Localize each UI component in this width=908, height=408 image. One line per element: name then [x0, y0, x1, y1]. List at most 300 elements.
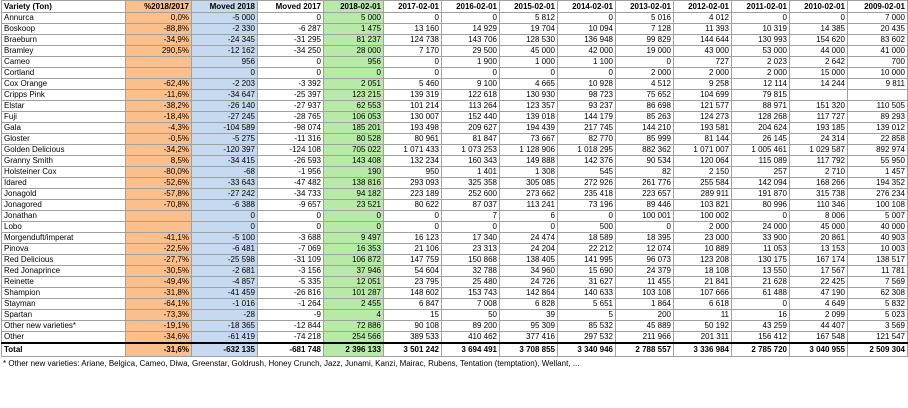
value-cell: 252 600 [442, 189, 500, 200]
value-cell: -7 069 [258, 244, 324, 255]
value-cell: 104 699 [674, 90, 732, 101]
value-cell [790, 90, 848, 101]
value-cell: 223 657 [616, 189, 674, 200]
table-row [2, 310, 908, 321]
value-cell: 82 [616, 167, 674, 178]
value-cell: 87 037 [442, 200, 500, 211]
variety-cell: Total [2, 343, 126, 357]
value-cell [126, 211, 192, 222]
column-header: 2012-02-01 [674, 1, 732, 13]
value-cell: -88,8% [126, 24, 192, 35]
value-cell: 0 [790, 13, 848, 24]
value-cell: 110 346 [790, 200, 848, 211]
value-cell: 113 264 [442, 101, 500, 112]
value-cell: 121 577 [674, 101, 732, 112]
value-cell: 0 [442, 222, 500, 233]
value-cell: 5 812 [500, 13, 558, 24]
value-cell: -681 748 [258, 343, 324, 357]
value-cell: 168 266 [790, 178, 848, 189]
table-header-row [2, 1, 908, 13]
value-cell: -57,8% [126, 189, 192, 200]
value-cell: 23 313 [442, 244, 500, 255]
value-cell: 93 237 [558, 101, 616, 112]
value-cell: 211 966 [616, 332, 674, 344]
value-cell: -4,3% [126, 123, 192, 134]
value-cell: 85 532 [558, 321, 616, 332]
variety-cell: Bramley [2, 46, 126, 57]
value-cell: 50 [442, 310, 500, 321]
value-cell: -120 397 [192, 145, 258, 156]
variety-cell: Jonathan [2, 211, 126, 222]
variety-cell: Cripps Pink [2, 90, 126, 101]
value-cell: -31,8% [126, 288, 192, 299]
value-cell: -25 598 [192, 255, 258, 266]
value-cell: 1 100 [558, 57, 616, 68]
value-cell: 0 [192, 222, 258, 233]
value-cell: 0 [324, 222, 384, 233]
value-cell: 140 633 [558, 288, 616, 299]
value-cell: 10 003 [848, 244, 908, 255]
value-cell: 2 000 [674, 68, 732, 79]
value-cell: 1 073 253 [442, 145, 500, 156]
value-cell: 1 018 295 [558, 145, 616, 156]
value-cell: 85 999 [616, 134, 674, 145]
value-cell: 882 362 [616, 145, 674, 156]
value-cell: 160 343 [442, 156, 500, 167]
value-cell: 16 123 [384, 233, 442, 244]
value-cell: -19,1% [126, 321, 192, 332]
value-cell: 22 858 [848, 134, 908, 145]
value-cell: 0 [258, 57, 324, 68]
table-row [2, 233, 908, 244]
value-cell: 139 018 [500, 112, 558, 123]
value-cell: 185 201 [324, 123, 384, 134]
value-cell: 389 533 [384, 332, 442, 344]
variety-cell: Fuji [2, 112, 126, 123]
value-cell: 7 569 [848, 277, 908, 288]
value-cell: 154 620 [790, 35, 848, 46]
value-cell: 130 993 [732, 35, 790, 46]
value-cell: 152 440 [442, 112, 500, 123]
value-cell: -31 109 [258, 255, 324, 266]
value-cell: 31 627 [558, 277, 616, 288]
value-cell: 12 074 [616, 244, 674, 255]
value-cell: 223 189 [384, 189, 442, 200]
value-cell: -98 074 [258, 123, 324, 134]
value-cell: 39 [500, 310, 558, 321]
value-cell: 16 [732, 310, 790, 321]
value-cell: -9 [258, 310, 324, 321]
value-cell: -6 287 [258, 24, 324, 35]
value-cell: -34 415 [192, 156, 258, 167]
value-cell: 17 340 [442, 233, 500, 244]
value-cell: 19 000 [616, 46, 674, 57]
value-cell: 139 012 [848, 123, 908, 134]
value-cell: -34,9% [126, 35, 192, 46]
value-cell: 0 [324, 68, 384, 79]
value-cell: -30,5% [126, 266, 192, 277]
value-cell: 290,5% [126, 46, 192, 57]
value-cell: 85 263 [616, 112, 674, 123]
value-cell: -74 218 [258, 332, 324, 344]
value-cell: 80 528 [324, 134, 384, 145]
value-cell: 90 108 [384, 321, 442, 332]
value-cell: -62,4% [126, 79, 192, 90]
value-cell: -31,6% [126, 343, 192, 357]
value-cell: 22 425 [790, 277, 848, 288]
value-cell: 26 145 [732, 134, 790, 145]
value-cell: 23 521 [324, 200, 384, 211]
table-row [2, 35, 908, 46]
value-cell: -80,0% [126, 167, 192, 178]
value-cell: 0 [500, 222, 558, 233]
table-row [2, 332, 908, 344]
value-cell: 6 [500, 211, 558, 222]
value-cell: 315 738 [790, 189, 848, 200]
value-cell: -1 016 [192, 299, 258, 310]
value-cell: 120 064 [674, 156, 732, 167]
value-cell: 81 847 [442, 134, 500, 145]
value-cell: 297 532 [558, 332, 616, 344]
value-cell: 1 401 [442, 167, 500, 178]
value-cell: 1 900 [442, 57, 500, 68]
value-cell: -3 688 [258, 233, 324, 244]
value-cell: 79 815 [732, 90, 790, 101]
value-cell: 136 948 [558, 35, 616, 46]
variety-cell: Holsteiner Cox [2, 167, 126, 178]
value-cell: 700 [848, 57, 908, 68]
value-cell: 0 [258, 211, 324, 222]
variety-cell: Jonagored [2, 200, 126, 211]
value-cell: 4 665 [500, 79, 558, 90]
value-cell: 142 094 [732, 178, 790, 189]
value-cell: 100 108 [848, 200, 908, 211]
value-cell: 3 694 491 [442, 343, 500, 357]
value-cell: 142 864 [500, 288, 558, 299]
value-cell: 89 446 [616, 200, 674, 211]
value-cell: 273 662 [500, 189, 558, 200]
variety-cell: Golden Delicious [2, 145, 126, 156]
value-cell: 5 832 [848, 299, 908, 310]
value-cell: 15 000 [790, 68, 848, 79]
value-cell: -124 108 [258, 145, 324, 156]
value-cell: 14 385 [790, 24, 848, 35]
value-cell: 143 706 [442, 35, 500, 46]
value-cell: 88 971 [732, 101, 790, 112]
value-cell: 0 [442, 68, 500, 79]
value-cell: 13 550 [732, 266, 790, 277]
value-cell: -3 156 [258, 266, 324, 277]
value-cell: 2 150 [674, 167, 732, 178]
value-cell: 500 [558, 222, 616, 233]
value-cell: -6 388 [192, 200, 258, 211]
value-cell: 128 530 [500, 35, 558, 46]
value-cell: -25 397 [258, 90, 324, 101]
value-cell: 0 [384, 57, 442, 68]
value-cell: 100 001 [616, 211, 674, 222]
value-cell: 101 214 [384, 101, 442, 112]
value-cell: -11,6% [126, 90, 192, 101]
value-cell: -104 589 [192, 123, 258, 134]
value-cell: 5 023 [848, 310, 908, 321]
value-cell: 1 071 433 [384, 145, 442, 156]
column-header: 2018-02-01 [324, 1, 384, 13]
table-row [2, 277, 908, 288]
value-cell: 151 320 [790, 101, 848, 112]
column-header: Variety (Ton) [2, 1, 126, 13]
value-cell: 276 234 [848, 189, 908, 200]
value-cell: 9 811 [848, 79, 908, 90]
value-cell: 1 864 [616, 299, 674, 310]
value-cell: 106 872 [324, 255, 384, 266]
value-cell: 0 [442, 13, 500, 24]
value-cell: 13 160 [384, 24, 442, 35]
value-cell: -18 365 [192, 321, 258, 332]
value-cell: 8,5% [126, 156, 192, 167]
value-cell: 86 698 [616, 101, 674, 112]
value-cell: 34 960 [500, 266, 558, 277]
value-cell: -0,5% [126, 134, 192, 145]
value-cell: 107 666 [674, 288, 732, 299]
value-cell: -6 481 [192, 244, 258, 255]
value-cell: 4 [324, 310, 384, 321]
value-cell: 4 012 [674, 13, 732, 24]
variety-cell: Idared [2, 178, 126, 189]
table-row [2, 145, 908, 156]
value-cell: 0 [324, 211, 384, 222]
value-cell: 3 040 955 [790, 343, 848, 357]
table-row [2, 112, 908, 123]
value-cell: 123 208 [674, 255, 732, 266]
variety-cell: Other new varieties* [2, 321, 126, 332]
value-cell: 13 153 [790, 244, 848, 255]
footnote: * Other new varieties: Ariane, Belgica, Cameo, Diwa, Greenstar, Goldrush, Honey Crunch, Jazz, Junami, Kanzi, Mairac, Rubens, Tentation (temptation), Wellant, ... [3, 359, 580, 368]
column-header: 2013-02-01 [616, 1, 674, 13]
value-cell: 144 179 [558, 112, 616, 123]
value-cell: 1 475 [324, 24, 384, 35]
variety-cell: Other [2, 332, 126, 344]
value-cell: -2 681 [192, 266, 258, 277]
value-cell: 193 498 [384, 123, 442, 134]
value-cell: 24 204 [500, 244, 558, 255]
table-row [2, 156, 908, 167]
value-cell: 305 085 [500, 178, 558, 189]
value-cell: 1 308 [500, 167, 558, 178]
variety-cell: Cox Orange [2, 79, 126, 90]
value-cell: -34 647 [192, 90, 258, 101]
value-cell: 22 212 [558, 244, 616, 255]
value-cell: 194 439 [500, 123, 558, 134]
value-cell: -28 [192, 310, 258, 321]
table-row [2, 321, 908, 332]
value-cell: 727 [674, 57, 732, 68]
value-cell: 545 [558, 167, 616, 178]
value-cell: -47 482 [258, 178, 324, 189]
value-cell: 81 237 [324, 35, 384, 46]
value-cell: 2 785 720 [732, 343, 790, 357]
value-cell: 148 602 [384, 288, 442, 299]
variety-cell: Boskoop [2, 24, 126, 35]
value-cell: 3 501 242 [384, 343, 442, 357]
value-cell: 28 000 [324, 46, 384, 57]
value-cell: 5 651 [558, 299, 616, 310]
column-header: 2015-02-01 [500, 1, 558, 13]
value-cell: 81 144 [674, 134, 732, 145]
value-cell: 190 [324, 167, 384, 178]
value-cell: 23 795 [384, 277, 442, 288]
value-cell: 6 618 [674, 299, 732, 310]
value-cell: 1 005 461 [732, 145, 790, 156]
value-cell: 61 488 [732, 288, 790, 299]
value-cell: 2 023 [732, 57, 790, 68]
variety-cell: Reinette [2, 277, 126, 288]
value-cell: 100 002 [674, 211, 732, 222]
apple-stock-table [1, 0, 908, 357]
value-cell: 204 624 [732, 123, 790, 134]
value-cell: 80 622 [384, 200, 442, 211]
column-header: 2016-02-01 [442, 1, 500, 13]
column-header: Moved 2017 [258, 1, 324, 13]
value-cell: 11 053 [732, 244, 790, 255]
value-cell: 73 196 [558, 200, 616, 211]
value-cell: 122 618 [442, 90, 500, 101]
value-cell: 194 352 [848, 178, 908, 189]
value-cell: -68 [192, 167, 258, 178]
value-cell: -2 330 [192, 24, 258, 35]
value-cell: 15 [384, 310, 442, 321]
value-cell: 11 455 [616, 277, 674, 288]
value-cell: 24 000 [732, 222, 790, 233]
value-cell: 143 408 [324, 156, 384, 167]
value-cell: 44 000 [790, 46, 848, 57]
value-cell: 24 314 [790, 134, 848, 145]
value-cell: 144 644 [674, 35, 732, 46]
value-cell: -34 250 [258, 46, 324, 57]
value-cell: 0 [258, 222, 324, 233]
value-cell: 16 353 [324, 244, 384, 255]
value-cell: 73 667 [500, 134, 558, 145]
value-cell: -38,2% [126, 101, 192, 112]
value-cell: 2 000 [732, 68, 790, 79]
value-cell: -64,1% [126, 299, 192, 310]
value-cell: 4 649 [790, 299, 848, 310]
column-header: %2018/2017 [126, 1, 192, 13]
value-cell: -3 392 [258, 79, 324, 90]
value-cell: 167 174 [790, 255, 848, 266]
value-cell: -5 000 [192, 13, 258, 24]
value-cell: 103 108 [616, 288, 674, 299]
value-cell: 0 [384, 13, 442, 24]
table-row [2, 189, 908, 200]
table-row [2, 134, 908, 145]
value-cell: 95 309 [500, 321, 558, 332]
value-cell: 23 000 [674, 233, 732, 244]
value-cell: -22,5% [126, 244, 192, 255]
value-cell: 2 509 304 [848, 343, 908, 357]
value-cell: 99 829 [616, 35, 674, 46]
variety-cell: Morgenduft/imperat [2, 233, 126, 244]
value-cell: 123 357 [500, 101, 558, 112]
value-cell: -4 857 [192, 277, 258, 288]
value-cell: 0 [558, 211, 616, 222]
value-cell: 12 051 [324, 277, 384, 288]
variety-cell: Granny Smith [2, 156, 126, 167]
value-cell: 50 192 [674, 321, 732, 332]
value-cell: -34 733 [258, 189, 324, 200]
value-cell: 115 089 [732, 156, 790, 167]
value-cell: 117 792 [790, 156, 848, 167]
value-cell: 18 395 [616, 233, 674, 244]
variety-cell: Shampion [2, 288, 126, 299]
value-cell: 20 435 [848, 24, 908, 35]
value-cell: 0 [384, 222, 442, 233]
value-cell: 9 100 [442, 79, 500, 90]
table-row [2, 79, 908, 90]
value-cell: 80 961 [384, 134, 442, 145]
value-cell: 17 567 [790, 266, 848, 277]
value-cell: -27 245 [192, 112, 258, 123]
value-cell: 138 517 [848, 255, 908, 266]
table-row [2, 266, 908, 277]
value-cell: 201 311 [674, 332, 732, 344]
value-cell: 191 870 [732, 189, 790, 200]
value-cell: -33 643 [192, 178, 258, 189]
table-row [2, 46, 908, 57]
value-cell: -1 956 [258, 167, 324, 178]
value-cell: -34,2% [126, 145, 192, 156]
value-cell: 7 008 [442, 299, 500, 310]
value-cell: -12 162 [192, 46, 258, 57]
table-row [2, 167, 908, 178]
value-cell: 3 340 946 [558, 343, 616, 357]
value-cell: 130 930 [500, 90, 558, 101]
value-cell: 377 416 [500, 332, 558, 344]
table-row [2, 123, 908, 134]
table-row [2, 244, 908, 255]
variety-cell: Spartan [2, 310, 126, 321]
value-cell: 45 000 [500, 46, 558, 57]
value-cell: -1 264 [258, 299, 324, 310]
value-cell: 3 336 984 [674, 343, 732, 357]
value-cell: -9 657 [258, 200, 324, 211]
value-cell: 255 584 [674, 178, 732, 189]
value-cell: 1 000 [500, 57, 558, 68]
table-row [2, 178, 908, 189]
value-cell: 5 460 [384, 79, 442, 90]
value-cell: 153 743 [442, 288, 500, 299]
value-cell: 24 726 [500, 277, 558, 288]
value-cell: -11 316 [258, 134, 324, 145]
value-cell: 45 000 [790, 222, 848, 233]
variety-cell: Stayman [2, 299, 126, 310]
value-cell: 130 007 [384, 112, 442, 123]
value-cell: 117 727 [790, 112, 848, 123]
value-cell: 141 995 [558, 255, 616, 266]
column-header: 2014-02-01 [558, 1, 616, 13]
table-row [2, 13, 908, 24]
value-cell: 53 000 [732, 46, 790, 57]
value-cell: -26 593 [258, 156, 324, 167]
value-cell: 94 182 [324, 189, 384, 200]
value-cell: 1 128 906 [500, 145, 558, 156]
value-cell: 235 418 [558, 189, 616, 200]
value-cell: 2 788 557 [616, 343, 674, 357]
value-cell: 200 [616, 310, 674, 321]
value-cell: 2 455 [324, 299, 384, 310]
value-cell [126, 57, 192, 68]
value-cell: 0 [258, 13, 324, 24]
value-cell: 98 723 [558, 90, 616, 101]
